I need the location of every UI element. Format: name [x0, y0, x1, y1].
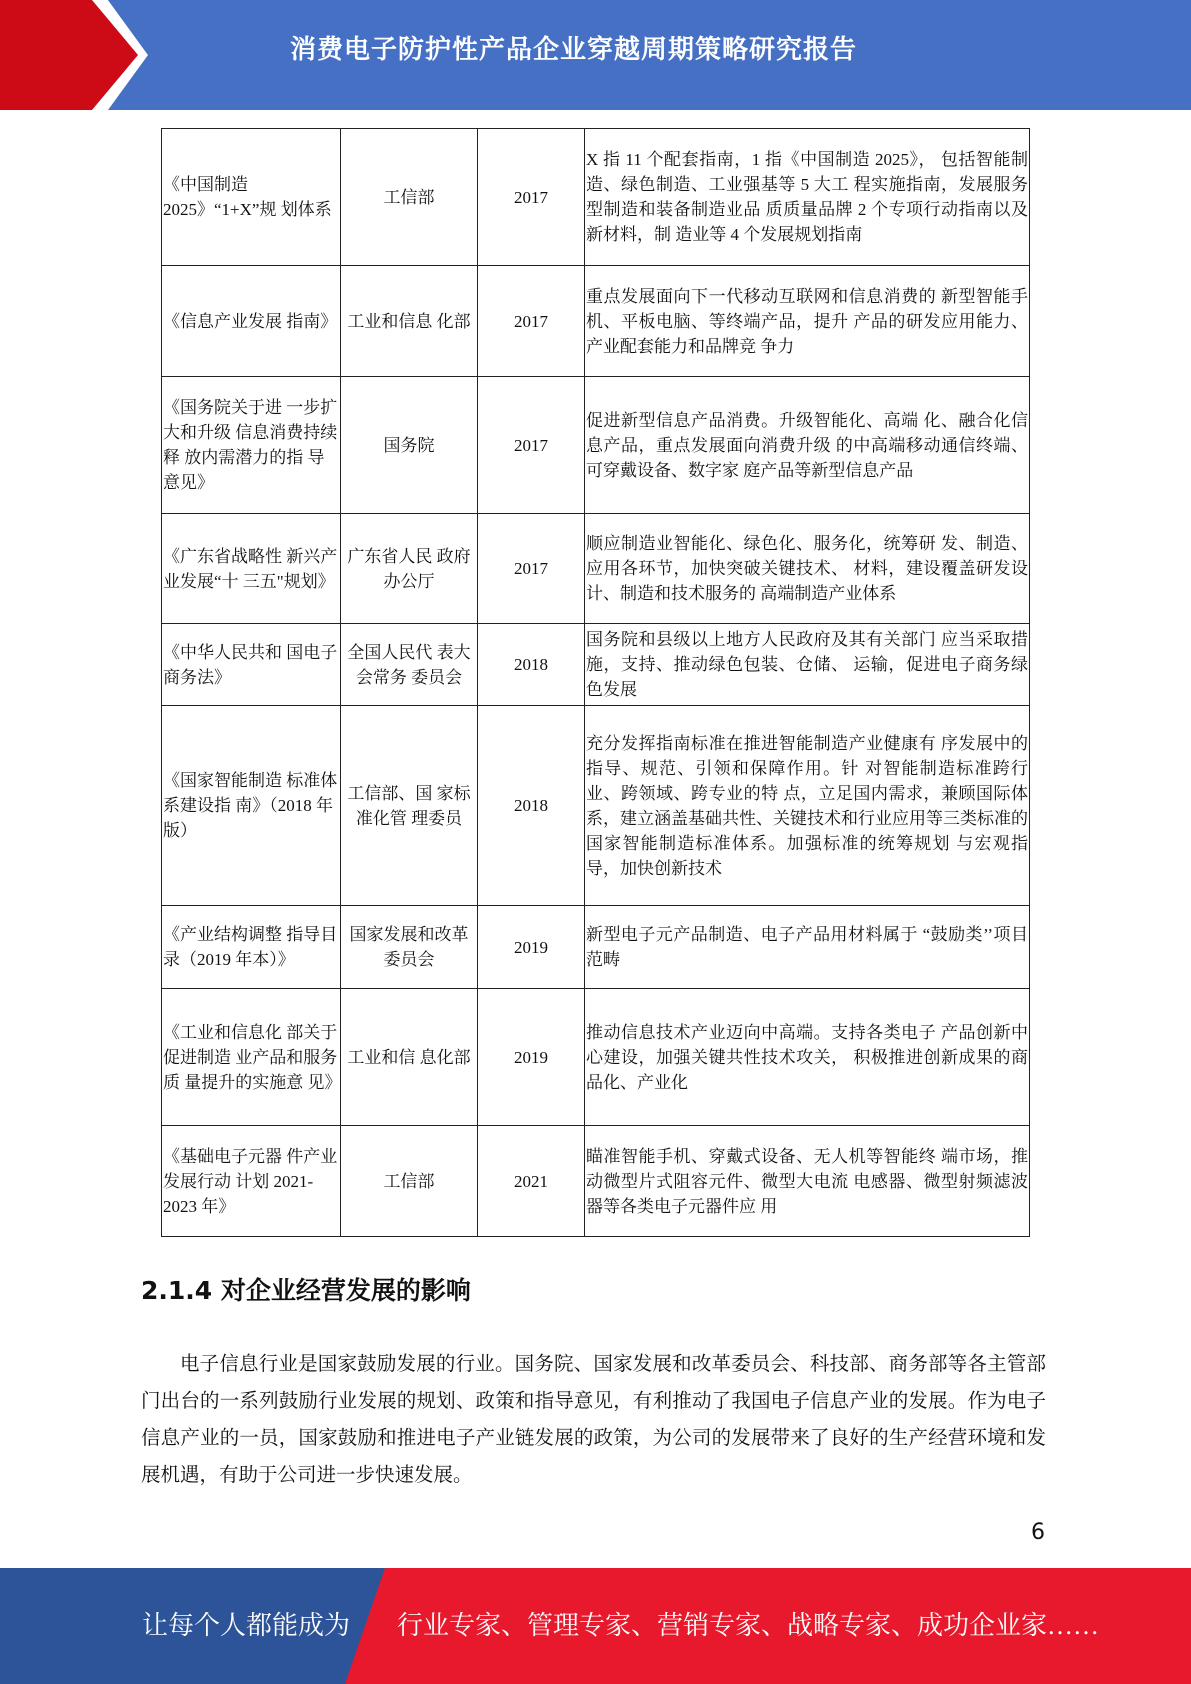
year-cell: 2017 — [478, 266, 585, 377]
department-cell: 工信部 — [341, 129, 478, 266]
year-cell: 2021 — [478, 1126, 585, 1237]
year-cell: 2018 — [478, 706, 585, 906]
department-cell: 工信部 — [341, 1126, 478, 1237]
department-cell: 国家发展和改革委员会 — [341, 906, 478, 989]
year-cell: 2018 — [478, 624, 585, 706]
policy-name-cell: 《国务院关于进 一步扩大和升级 信息消费持续释 放内需潜力的指 导意见》 — [162, 377, 341, 514]
table-row — [162, 989, 1030, 1126]
description-cell: 瞄准智能手机、穿戴式设备、无人机等智能终 端市场，推动微型片式阻容元件、微型大电流 电感器、微型射频滤波器等各类电子元器件应 用 — [585, 1126, 1030, 1237]
table-row — [162, 514, 1030, 624]
table-row — [162, 906, 1030, 989]
year-cell: 2017 — [478, 514, 585, 624]
year-cell: 2017 — [478, 377, 585, 514]
department-cell: 国务院 — [341, 377, 478, 514]
description-cell: 促进新型信息产品消费。升级智能化、高端 化、融合化信息产品，重点发展面向消费升级 的中高端移动通信终端、可穿戴设备、数字家 庭产品等新型信息产品 — [585, 377, 1030, 514]
page-header — [0, 0, 1191, 110]
year-cell: 2017 — [478, 129, 585, 266]
table-row — [162, 1126, 1030, 1237]
description-cell: 国务院和县级以上地方人民政府及其有关部门 应当采取措施，支持、推动绿色包装、仓储、 运输，促进电子商务绿色发展 — [585, 624, 1030, 706]
description-cell: 充分发挥指南标准在推进智能制造产业健康有 序发展中的指导、规范、引领和保障作用。针 对智能制造标准跨行业、跨领域、跨专业的特 点，立足国内需求，兼顾国际体系，建立涵盖基础共性、关键技术和行业应用等三类标准的 国家智能制造标准体系。加强标准的统筹规划 与宏观指导，加快创新技术 — [585, 706, 1030, 906]
table-row — [162, 624, 1030, 706]
department-cell: 工信部、国 家标准化管 理委员 — [341, 706, 478, 906]
year-cell: 2019 — [478, 989, 585, 1126]
policy-name-cell: 《中华人民共和 国电子商务法》 — [162, 624, 341, 706]
department-cell: 工业和信息 化部 — [341, 266, 478, 377]
section-paragraph: 电子信息行业是国家鼓励发展的行业。国务院、国家发展和改革委员会、科技部、商务部等各主管部门出台的一系列鼓励行业发展的规划、政策和指导意见，有利推动了我国电子信息产业的发展。作为电子信息产业的一员，国家鼓励和推进电子产业链发展的政策，为公司的发展带来了良好的生产经营环境和发展机遇，有助于公司进一步快速发展。 — [141, 1354, 1046, 1486]
description-cell: X 指 11 个配套指南，1 指《中国制造 2025》， 包括智能制造、绿色制造、工业强基等 5 大工 程实施指南，发展服务型制造和装备制造业品 质质量品牌 2 个专项行动指南以及新材料，制 造业等 4 个发展规划指南 — [585, 129, 1030, 266]
section-heading: 2.1.4 对企业经营发展的影响 — [141, 1276, 471, 1305]
page-footer — [0, 1568, 1191, 1684]
table-row — [162, 706, 1030, 906]
policy-name-cell: 《广东省战略性 新兴产业发展“十 三五"规划》 — [162, 514, 341, 624]
department-cell: 工业和信 息化部 — [341, 989, 478, 1126]
footer-slogan-left: 让每个人都能成为 — [142, 1611, 351, 1640]
policy-name-cell: 《中国制造 2025》“1+X”规 划体系 — [162, 129, 341, 266]
policy-table — [161, 128, 1030, 1237]
table-row — [162, 377, 1030, 514]
policy-name-cell: 《基础电子元器 件产业发展行动 计划 2021-2023 年》 — [162, 1126, 341, 1237]
policy-name-cell: 《产业结构调整 指导目录（2019 年本）》 — [162, 906, 341, 989]
department-cell: 广东省人民 政府办公厅 — [341, 514, 478, 624]
description-cell: 顺应制造业智能化、绿色化、服务化，统筹研 发、制造、应用各环节，加快突破关键技术、 材料，建设覆盖研发设计、制造和技术服务的 高端制造产业体系 — [585, 514, 1030, 624]
description-cell: 推动信息技术产业迈向中高端。支持各类电子 产品创新中心建设，加强关键共性技术攻关， 积极推进创新成果的商品化、产业化 — [585, 989, 1030, 1126]
policy-name-cell: 《工业和信息化 部关于促进制造 业产品和服务质 量提升的实施意 见》 — [162, 989, 341, 1126]
footer-slogan-right: 行业专家、管理专家、营销专家、战略专家、成功企业家…… — [397, 1611, 1100, 1640]
header-chevron-icon — [0, 0, 160, 110]
report-title: 消费电子防护性产品企业穿越周期策略研究报告 — [290, 35, 858, 65]
table-row — [162, 129, 1030, 266]
policy-name-cell: 《信息产业发展 指南》 — [162, 266, 341, 377]
page-number: 6 — [1031, 1520, 1045, 1545]
department-cell: 全国人民代 表大会常务 委员会 — [341, 624, 478, 706]
description-cell: 新型电子元产品制造、电子产品用材料属于 “鼓励类’’项目范畴 — [585, 906, 1030, 989]
policy-name-cell: 《国家智能制造 标准体系建设指 南》（2018 年 版） — [162, 706, 341, 906]
table-row — [162, 266, 1030, 377]
year-cell: 2019 — [478, 906, 585, 989]
description-cell: 重点发展面向下一代移动互联网和信息消费的 新型智能手机、平板电脑、等终端产品，提升 产品的研发应用能力、产业配套能力和品牌竞 争力 — [585, 266, 1030, 377]
